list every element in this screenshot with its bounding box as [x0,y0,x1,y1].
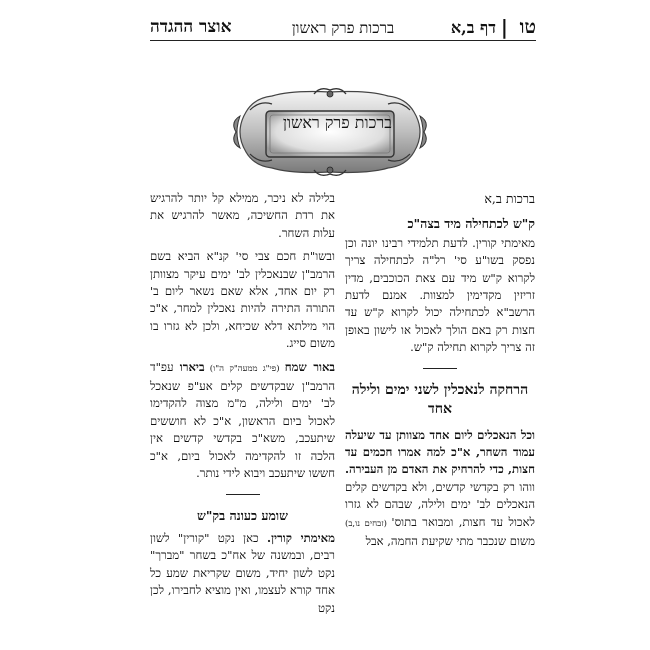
chapter-banner-title: ברכות פרק ראשון [282,113,392,132]
section-heading: הרחקה לנאכלין לשני ימים ולילה אחד [351,381,529,417]
page-number: טו [519,16,536,38]
paragraph: באור שמח (פי"ג ממעה"ק ה"ו) ביארו עפ"ד הרמב"ן שבקדשים קלים אע"פ שנאכל לב' ימים ולילה, מ"מ מצוה להקדימו לאכול ביום הראשון, א"כ לא חוששים שיתעכב, משא"כ בקדשי קדשים אין הלכה זו להקדימה לאכול ביום, א"כ חששו שיתעכב ויבוא לידי נותר. [150,359,336,481]
section-heading: ק"ש לכתחילה מיד בצה"כ [407,216,535,232]
paragraph: ובשו"ת חכם צבי סי' קנ"א הביא בשם הרמב"ן שבנאכלין לב' ימים עיקר מצוותן רק יום אחד, אלא שאם נשאר ליום ב' התורה התירה להיות נאכלין למחר, א"כ הוי מילתא דלא שכיחא, ולכן לא גזרו בו משום סייג. [150,249,335,351]
chapter-title: ברכות פרק ראשון [291,19,395,37]
running-header [150,16,536,41]
divider [423,368,457,369]
divider [226,494,260,495]
left-column [150,190,335,617]
paragraph: מאימתי קורין. כאן נקט "קורין" לשון רבים, ובמשנה של אח"כ בשחר "מברך" נקט לשון יחיד, משום שקריאת שמע כל אחד קורא לעצמו, ואין מוציא לחבירו, לכן נקט [150,530,335,615]
daf-reference: דף ב,א [450,18,496,37]
section-text: מאימתי קורין. לדעת תלמידי רבינו יונה וכן נפסק בשו"ע סי' רל"ה לכתחילה צריך לקרוא ק"ש מיד עם צאת הכוכבים, מדין זריזין מקדימין למצוות. אמנם לדעת הרשב"א לכתחילה יכול לקרוא ק"ש עד חצות רק באם הולך לאכול או לישון באופן זה צריך לקרוא תחילה ק"ש. [345,235,535,355]
book-title: אוצר ההגדה [150,17,232,37]
right-column [345,190,535,551]
section-heading: שומע כעונה בק"ש [197,507,288,523]
section-text: וכל הנאכלים ליום אחד מצוותן עד שיעלה עמוד השחר, א"כ למה אמרו חכמים עד חצות, כדי להרחיק את האדם מן העבירה. ווהו רק בקדשי קדשים, ולא בקדשים קלים הנאכלים לב' ימים ולילה, שבהם לא גזרו לאכול עד חצות, ומבואר בתוס' (זבחים נו,ב) משום שנכבר מתי שקיעת החמה, אבל [345,427,535,549]
header-separator: | [500,15,508,39]
daf-ref-tag: ברכות ב,א [484,191,535,206]
paragraph: בלילה לא ניכר, ממילא קל יותר להרגיש את רדת החשיכה, מאשר להרגיש את עלות השחר. [150,191,335,240]
